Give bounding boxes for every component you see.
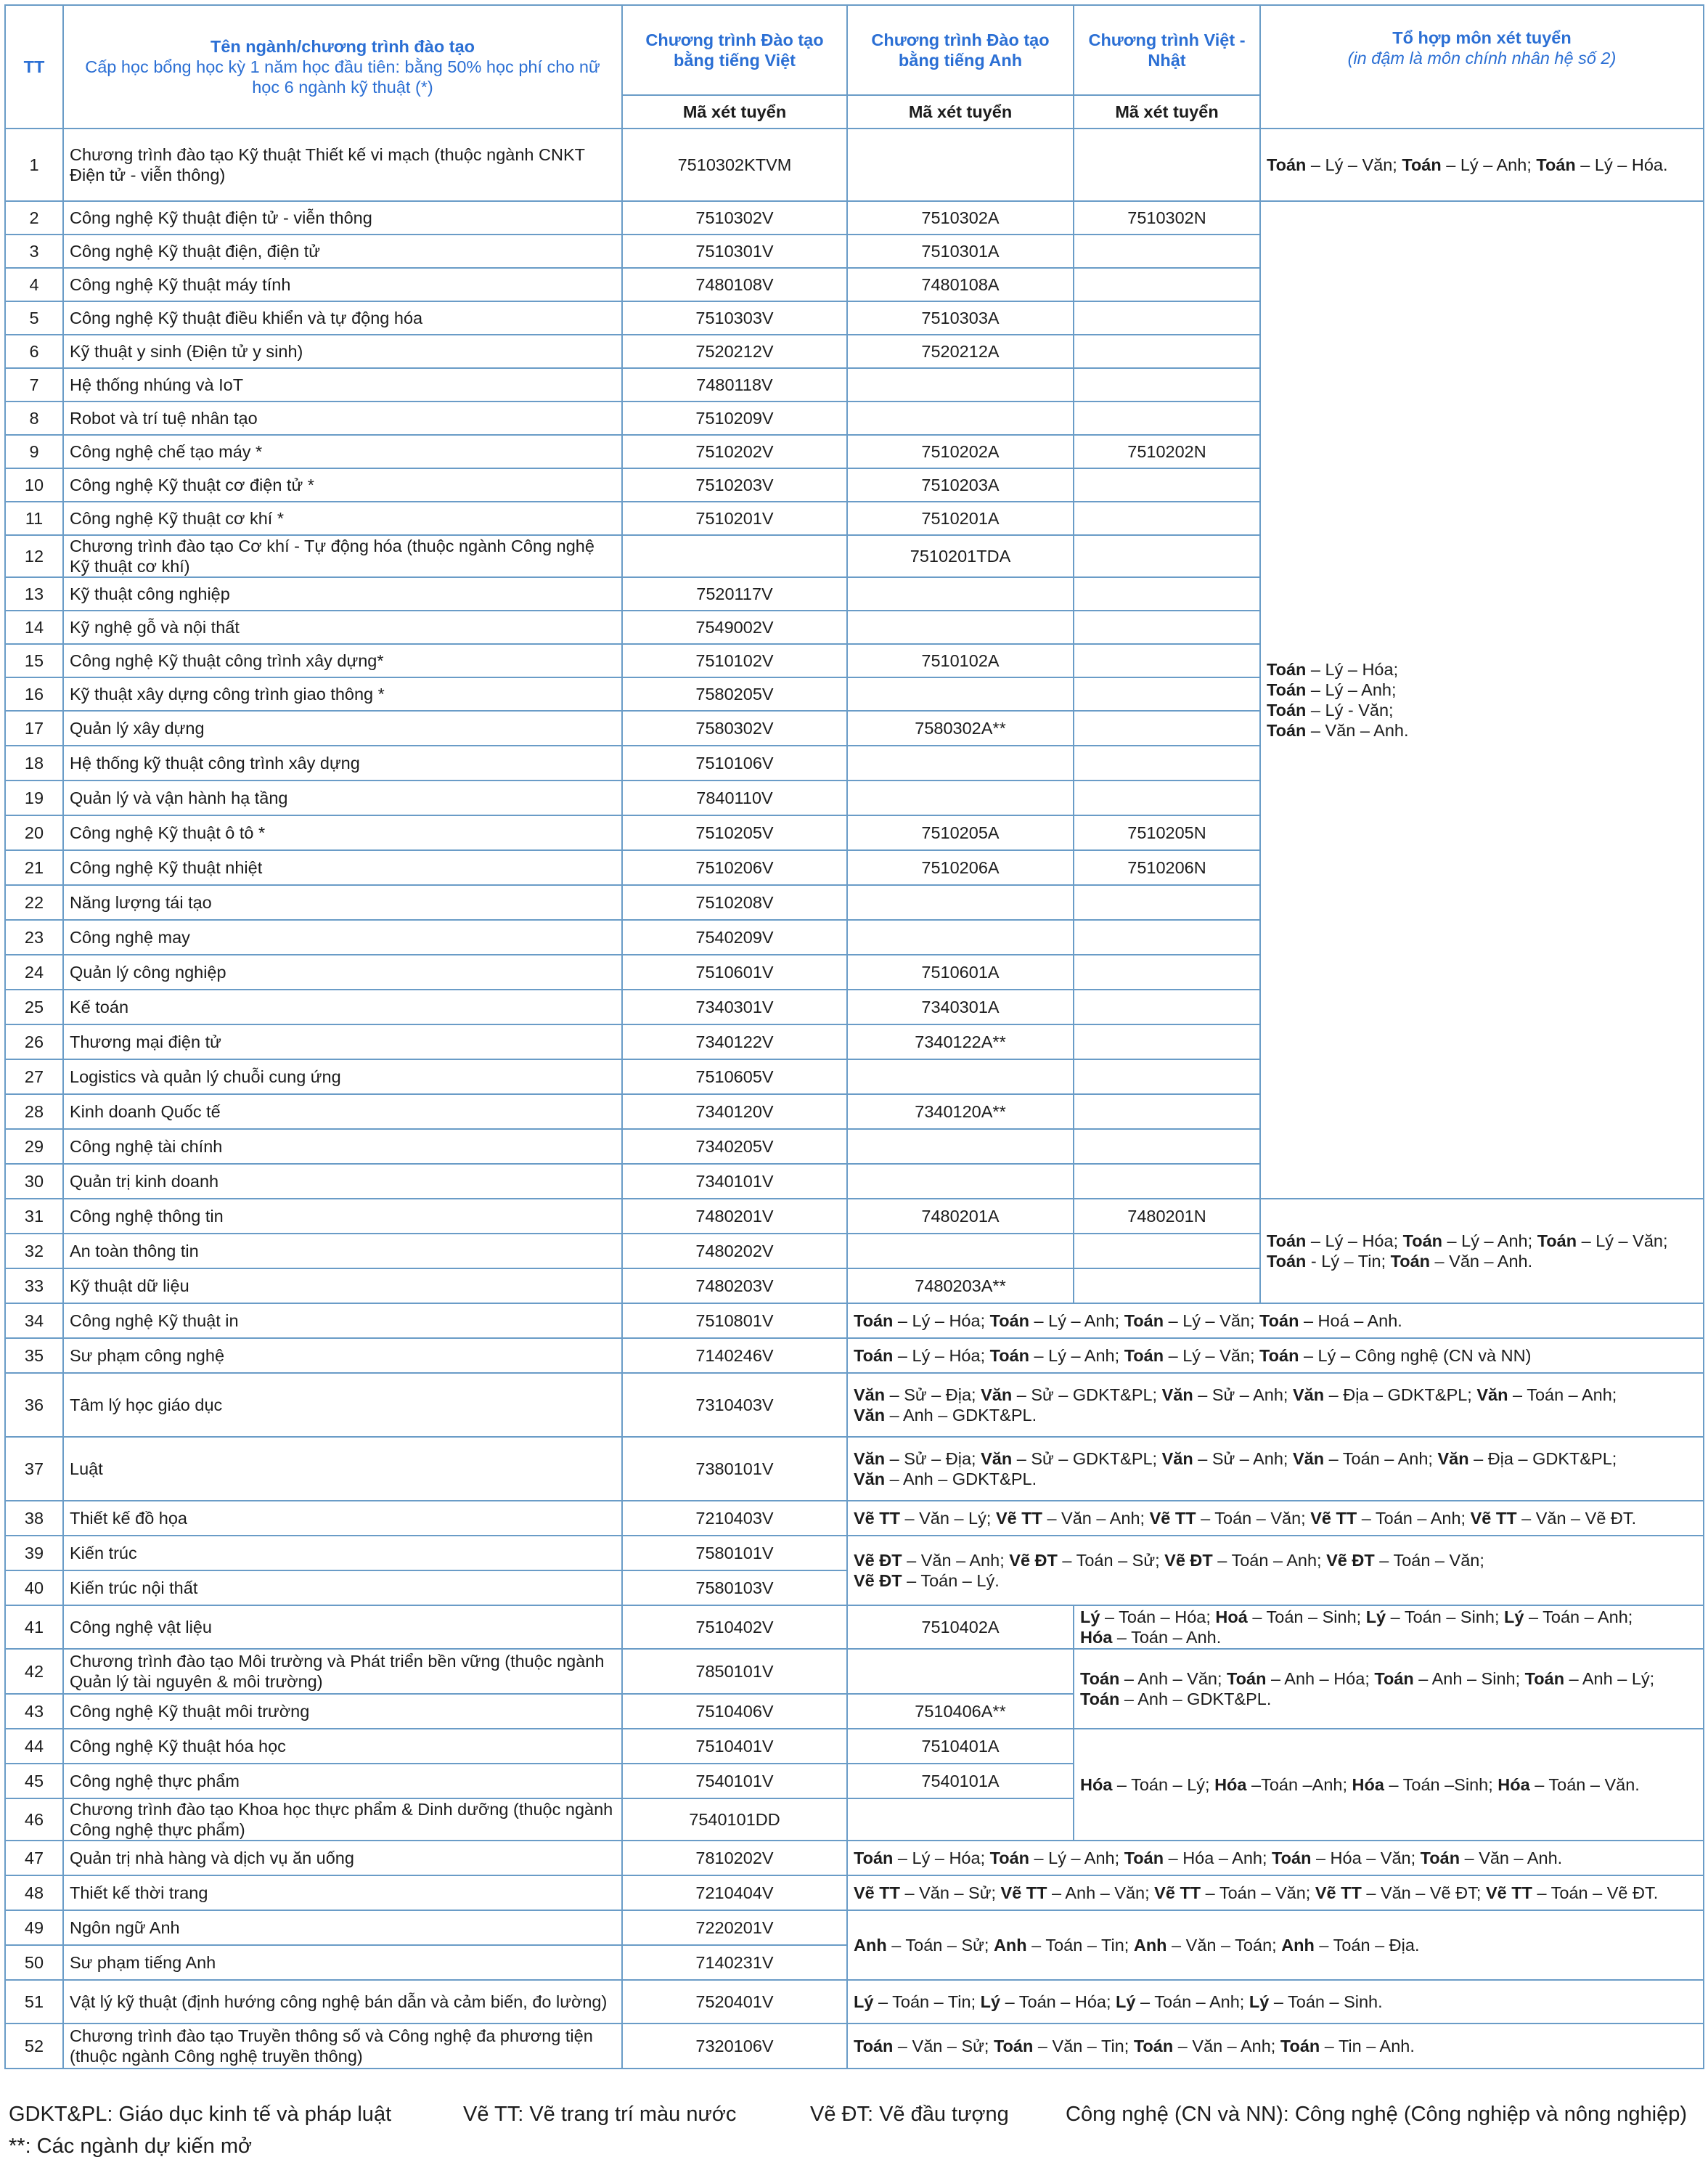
row-number: 27 <box>5 1059 63 1094</box>
header-anh: Chương trình Đào tạo bằng tiếng Anh <box>847 5 1074 95</box>
program-name: Thiết kế thời trang <box>63 1875 622 1910</box>
program-name: Công nghệ thông tin <box>63 1199 622 1234</box>
program-name: Công nghệ Kỹ thuật máy tính <box>63 268 622 301</box>
row-number: 4 <box>5 268 63 301</box>
code-nhat <box>1074 711 1260 746</box>
program-name: An toàn thông tin <box>63 1234 622 1268</box>
code-nhat <box>1074 268 1260 301</box>
program-name: Công nghệ may <box>63 920 622 955</box>
code-anh: 7520212A <box>847 335 1074 368</box>
code-viet: 7510601V <box>622 955 847 990</box>
header-program-title: Tên ngành/chương trình đào tạo <box>210 37 475 56</box>
program-name: Kỹ nghệ gỗ và nội thất <box>63 611 622 644</box>
code-viet: 7140231V <box>622 1945 847 1980</box>
table-row <box>5 1910 1704 1945</box>
code-viet: 7380101V <box>622 1437 847 1501</box>
program-name: Chương trình đào tạo Truyền thông số và Công nghệ đa phương tiện (thuộc ngành Công nghệ truyền thông) <box>63 2024 622 2069</box>
code-anh <box>847 885 1074 920</box>
row-number: 29 <box>5 1129 63 1164</box>
code-viet: 7220201V <box>622 1910 847 1945</box>
combo-subjects: Toán – Lý – Hóa; Toán – Lý – Anh; Toán – Lý – Văn; Toán – Hoá – Anh. <box>847 1303 1704 1338</box>
admission-table <box>4 4 1704 2069</box>
code-nhat <box>1074 535 1260 577</box>
code-nhat <box>1074 577 1260 611</box>
code-viet: 7210404V <box>622 1875 847 1910</box>
program-name: Kỹ thuật dữ liệu <box>63 1268 622 1303</box>
code-viet: 7510208V <box>622 885 847 920</box>
program-name: Kinh doanh Quốc tế <box>63 1094 622 1129</box>
row-number: 42 <box>5 1649 63 1694</box>
code-nhat: 7510302N <box>1074 201 1260 235</box>
code-anh: 7340301A <box>847 990 1074 1024</box>
program-name: Quản lý công nghiệp <box>63 955 622 990</box>
code-anh <box>847 1234 1074 1268</box>
code-nhat: 7510202N <box>1074 435 1260 468</box>
code-anh: 7510406A** <box>847 1694 1074 1729</box>
code-viet: 7340122V <box>622 1024 847 1059</box>
code-nhat <box>1074 1129 1260 1164</box>
code-anh <box>847 1649 1074 1694</box>
program-name: Kiến trúc nội thất <box>63 1570 622 1605</box>
header-ma-nhat: Mã xét tuyển <box>1074 95 1260 129</box>
code-viet: 7510605V <box>622 1059 847 1094</box>
code-nhat <box>1074 677 1260 711</box>
code-nhat <box>1074 129 1260 201</box>
code-nhat <box>1074 502 1260 535</box>
code-nhat <box>1074 990 1260 1024</box>
row-number: 25 <box>5 990 63 1024</box>
legend-vett: Vẽ TT: Vẽ trang trí màu nước <box>463 2103 737 2126</box>
row-number: 20 <box>5 815 63 850</box>
program-name: Công nghệ Kỹ thuật ô tô * <box>63 815 622 850</box>
header-program-name <box>63 5 622 129</box>
code-viet: 7540209V <box>622 920 847 955</box>
program-name: Quản lý xây dựng <box>63 711 622 746</box>
program-name: Hệ thống nhúng và IoT <box>63 368 622 402</box>
row-number: 39 <box>5 1536 63 1570</box>
table-row <box>5 2024 1704 2069</box>
code-anh <box>847 1059 1074 1094</box>
combo-subjects: Anh – Toán – Sử; Anh – Toán – Tin; Anh – Văn – Toán; Anh – Toán – Địa. <box>847 1910 1704 1980</box>
code-anh <box>847 1129 1074 1164</box>
code-anh: 7510401A <box>847 1729 1074 1764</box>
code-anh: 7540101A <box>847 1764 1074 1798</box>
combo-subjects: Vẽ TT – Văn – Sử; Vẽ TT – Anh – Văn; Vẽ TT – Toán – Văn; Vẽ TT – Văn – Vẽ ĐT; Vẽ TT – Toán – Vẽ ĐT. <box>847 1875 1704 1910</box>
code-anh: 7510203A <box>847 468 1074 502</box>
program-name: Vật lý kỹ thuật (định hướng công nghệ bán dẫn và cảm biến, đo lường) <box>63 1980 622 2024</box>
row-number: 50 <box>5 1945 63 1980</box>
code-viet: 7480203V <box>622 1268 847 1303</box>
row-number: 5 <box>5 301 63 335</box>
code-viet: 7850101V <box>622 1649 847 1694</box>
program-name: Sư phạm công nghệ <box>63 1338 622 1373</box>
table-row <box>5 1437 1704 1501</box>
program-name: Chương trình đào tạo Khoa học thực phẩm & Dinh dưỡng (thuộc ngành Công nghệ thực phẩm) <box>63 1798 622 1841</box>
program-name: Công nghệ tài chính <box>63 1129 622 1164</box>
code-anh <box>847 129 1074 201</box>
legend-congnghe: Công nghệ (CN và NN): Công nghệ (Công nghiệp và nông nghiệp) <box>1066 2103 1688 2126</box>
table-row <box>5 1536 1704 1570</box>
table-row <box>5 201 1704 235</box>
row-number: 19 <box>5 781 63 815</box>
code-viet: 7520401V <box>622 1980 847 2024</box>
code-viet: 7510302V <box>622 201 847 235</box>
code-viet: 7520117V <box>622 577 847 611</box>
combo-subjects: Lý – Toán – Tin; Lý – Toán – Hóa; Lý – Toán – Anh; Lý – Toán – Sinh. <box>847 1980 1704 2024</box>
code-viet: 7340301V <box>622 990 847 1024</box>
program-name: Năng lượng tái tạo <box>63 885 622 920</box>
code-anh: 7510601A <box>847 955 1074 990</box>
combo-subjects: Toán – Lý – Văn; Toán – Lý – Anh; Toán – Lý – Hóa. <box>1260 129 1704 201</box>
code-viet: 7580103V <box>622 1570 847 1605</box>
program-name: Công nghệ Kỹ thuật cơ khí * <box>63 502 622 535</box>
code-anh: 7510302A <box>847 201 1074 235</box>
combo-subjects: Văn – Sử – Địa; Văn – Sử – GDKT&PL; Văn – Sử – Anh; Văn – Toán – Anh; Văn – Địa – GDKT&PL; Văn – Anh – GDKT&PL. <box>847 1437 1704 1501</box>
code-anh: 7510303A <box>847 301 1074 335</box>
row-number: 8 <box>5 402 63 435</box>
row-number: 14 <box>5 611 63 644</box>
code-viet: 7840110V <box>622 781 847 815</box>
row-number: 15 <box>5 644 63 677</box>
row-number: 38 <box>5 1501 63 1536</box>
program-name: Sư phạm tiếng Anh <box>63 1945 622 1980</box>
row-number: 28 <box>5 1094 63 1129</box>
table-row <box>5 1199 1704 1234</box>
program-name: Luật <box>63 1437 622 1501</box>
program-name: Kế toán <box>63 990 622 1024</box>
code-viet: 7580205V <box>622 677 847 711</box>
table-row <box>5 1980 1704 2024</box>
program-name: Công nghệ Kỹ thuật công trình xây dựng* <box>63 644 622 677</box>
row-number: 2 <box>5 201 63 235</box>
code-nhat <box>1074 1094 1260 1129</box>
code-viet: 7140246V <box>622 1338 847 1373</box>
code-viet: 7480202V <box>622 1234 847 1268</box>
row-number: 7 <box>5 368 63 402</box>
combo-subjects: Hóa – Toán – Lý; Hóa –Toán –Anh; Hóa – Toán –Sinh; Hóa – Toán – Văn. <box>1074 1729 1704 1841</box>
code-viet: 7510402V <box>622 1605 847 1649</box>
combo-subjects: Toán – Lý – Hóa; Toán – Lý – Anh; Toán – Hóa – Anh; Toán – Hóa – Văn; Toán – Văn – Anh. <box>847 1841 1704 1875</box>
header-nhat: Chương trình Việt - Nhật <box>1074 5 1260 95</box>
program-name: Công nghệ Kỹ thuật in <box>63 1303 622 1338</box>
header-combo-subtitle: (in đậm là môn chính nhân hệ số 2) <box>1347 49 1617 68</box>
program-name: Chương trình đào tạo Kỹ thuật Thiết kế vi mạch (thuộc ngành CNKT Điện tử - viễn thông) <box>63 129 622 201</box>
program-name: Quản lý và vận hành hạ tầng <box>63 781 622 815</box>
code-nhat <box>1074 885 1260 920</box>
row-number: 3 <box>5 235 63 268</box>
program-name: Công nghệ Kỹ thuật điện, điện tử <box>63 235 622 268</box>
legend-dukien: **: Các ngành dự kiến mở <box>9 2135 253 2158</box>
code-viet: 7510406V <box>622 1694 847 1729</box>
row-number: 36 <box>5 1373 63 1437</box>
code-anh: 7510205A <box>847 815 1074 850</box>
code-anh: 7510202A <box>847 435 1074 468</box>
code-viet: 7510302KTVM <box>622 129 847 201</box>
program-name: Công nghệ vật liệu <box>63 1605 622 1649</box>
code-viet: 7510205V <box>622 815 847 850</box>
code-nhat <box>1074 1268 1260 1303</box>
code-anh <box>847 781 1074 815</box>
code-anh: 7510206A <box>847 850 1074 885</box>
code-nhat <box>1074 1024 1260 1059</box>
row-number: 11 <box>5 502 63 535</box>
code-viet: 7540101V <box>622 1764 847 1798</box>
program-name: Kỹ thuật y sinh (Điện tử y sinh) <box>63 335 622 368</box>
program-name: Kiến trúc <box>63 1536 622 1570</box>
table-row <box>5 1338 1704 1373</box>
header-combo <box>1260 5 1704 129</box>
code-nhat <box>1074 235 1260 268</box>
combo-subjects: Lý – Toán – Hóa; Hoá – Toán – Sinh; Lý – Toán – Sinh; Lý – Toán – Anh; Hóa – Toán – Anh. <box>1074 1605 1704 1649</box>
code-nhat <box>1074 335 1260 368</box>
code-viet: 7810202V <box>622 1841 847 1875</box>
code-anh: 7510402A <box>847 1605 1074 1649</box>
code-viet: 7510201V <box>622 502 847 535</box>
code-viet: 7510401V <box>622 1729 847 1764</box>
code-viet: 7510209V <box>622 402 847 435</box>
code-anh: 7340120A** <box>847 1094 1074 1129</box>
code-viet: 7580302V <box>622 711 847 746</box>
program-name: Công nghệ Kỹ thuật nhiệt <box>63 850 622 885</box>
code-nhat <box>1074 1234 1260 1268</box>
table-body <box>5 129 1704 2069</box>
code-anh <box>847 746 1074 781</box>
code-nhat <box>1074 301 1260 335</box>
code-anh <box>847 1164 1074 1199</box>
code-viet: 7310403V <box>622 1373 847 1437</box>
row-number: 9 <box>5 435 63 468</box>
legend-vedt: Vẽ ĐT: Vẽ đầu tượng <box>810 2103 1009 2126</box>
code-viet: 7510106V <box>622 746 847 781</box>
header-program-subtitle: Cấp học bổng học kỳ 1 năm học đầu tiên: bằng 50% học phí cho nữ học 6 ngành kỹ thuật (*) <box>85 57 600 97</box>
row-number: 6 <box>5 335 63 368</box>
code-viet: 7320106V <box>622 2024 847 2069</box>
row-number: 16 <box>5 677 63 711</box>
program-name: Robot và trí tuệ nhân tạo <box>63 402 622 435</box>
program-name: Ngôn ngữ Anh <box>63 1910 622 1945</box>
code-viet: 7480108V <box>622 268 847 301</box>
program-name: Thiết kế đồ họa <box>63 1501 622 1536</box>
row-number: 31 <box>5 1199 63 1234</box>
header-ma-anh: Mã xét tuyển <box>847 95 1074 129</box>
code-viet: 7510303V <box>622 301 847 335</box>
code-anh: 7340122A** <box>847 1024 1074 1059</box>
header-ma-viet: Mã xét tuyển <box>622 95 847 129</box>
row-number: 21 <box>5 850 63 885</box>
program-name: Kỹ thuật xây dựng công trình giao thông * <box>63 677 622 711</box>
program-name: Công nghệ thực phẩm <box>63 1764 622 1798</box>
code-nhat <box>1074 368 1260 402</box>
code-nhat <box>1074 781 1260 815</box>
code-viet: 7510301V <box>622 235 847 268</box>
table-row <box>5 1841 1704 1875</box>
code-viet: 7510102V <box>622 644 847 677</box>
code-anh <box>847 920 1074 955</box>
code-viet: 7480201V <box>622 1199 847 1234</box>
combo-subjects: Toán – Văn – Sử; Toán – Văn – Tin; Toán – Văn – Anh; Toán – Tin – Anh. <box>847 2024 1704 2069</box>
program-name: Logistics và quản lý chuỗi cung ứng <box>63 1059 622 1094</box>
code-nhat <box>1074 402 1260 435</box>
code-nhat <box>1074 644 1260 677</box>
program-name: Công nghệ Kỹ thuật cơ điện tử * <box>63 468 622 502</box>
combo-subjects: Vẽ ĐT – Văn – Anh; Vẽ ĐT – Toán – Sử; Vẽ ĐT – Toán – Anh; Vẽ ĐT – Toán – Văn; Vẽ ĐT – Toán – Lý. <box>847 1536 1704 1605</box>
code-anh: 7510201TDA <box>847 535 1074 577</box>
row-number: 51 <box>5 1980 63 2024</box>
code-viet: 7510203V <box>622 468 847 502</box>
code-anh <box>847 677 1074 711</box>
row-number: 22 <box>5 885 63 920</box>
program-name: Tâm lý học giáo dục <box>63 1373 622 1437</box>
header-tt: TT <box>5 5 63 129</box>
header-viet: Chương trình Đào tạo bằng tiếng Việt <box>622 5 847 95</box>
code-viet: 7580101V <box>622 1536 847 1570</box>
program-name: Công nghệ chế tạo máy * <box>63 435 622 468</box>
row-number: 17 <box>5 711 63 746</box>
row-number: 18 <box>5 746 63 781</box>
program-name: Quản trị kinh doanh <box>63 1164 622 1199</box>
code-anh <box>847 368 1074 402</box>
program-name: Hệ thống kỹ thuật công trình xây dựng <box>63 746 622 781</box>
combo-subjects: Văn – Sử – Địa; Văn – Sử – GDKT&PL; Văn – Sử – Anh; Văn – Địa – GDKT&PL; Văn – Toán – Anh; Văn – Anh – GDKT&PL. <box>847 1373 1704 1437</box>
table-row <box>5 1729 1704 1764</box>
combo-subjects: Toán – Anh – Văn; Toán – Anh – Hóa; Toán – Anh – Sinh; Toán – Anh – Lý; Toán – Anh – GDKT&PL. <box>1074 1649 1704 1729</box>
table-row <box>5 1303 1704 1338</box>
code-anh <box>847 577 1074 611</box>
code-nhat <box>1074 611 1260 644</box>
program-name: Quản trị nhà hàng và dịch vụ ăn uống <box>63 1841 622 1875</box>
row-number: 23 <box>5 920 63 955</box>
row-number: 48 <box>5 1875 63 1910</box>
code-anh: 7580302A** <box>847 711 1074 746</box>
row-number: 41 <box>5 1605 63 1649</box>
code-nhat: 7510205N <box>1074 815 1260 850</box>
table-row <box>5 1373 1704 1437</box>
code-anh <box>847 611 1074 644</box>
code-viet: 7510801V <box>622 1303 847 1338</box>
row-number: 34 <box>5 1303 63 1338</box>
code-viet: 7510202V <box>622 435 847 468</box>
code-anh <box>847 1798 1074 1841</box>
row-number: 33 <box>5 1268 63 1303</box>
code-anh <box>847 402 1074 435</box>
code-nhat: 7480201N <box>1074 1199 1260 1234</box>
code-anh: 7510201A <box>847 502 1074 535</box>
row-number: 26 <box>5 1024 63 1059</box>
code-anh: 7480108A <box>847 268 1074 301</box>
combo-subjects: Vẽ TT – Văn – Lý; Vẽ TT – Văn – Anh; Vẽ TT – Toán – Văn; Vẽ TT – Toán – Anh; Vẽ TT – Văn – Vẽ ĐT. <box>847 1501 1704 1536</box>
table-row <box>5 1501 1704 1536</box>
header-combo-title: Tổ hợp môn xét tuyển <box>1392 28 1572 47</box>
row-number: 43 <box>5 1694 63 1729</box>
table-row <box>5 1649 1704 1694</box>
row-number: 44 <box>5 1729 63 1764</box>
program-name: Chương trình đào tạo Môi trường và Phát triển bền vững (thuộc ngành Quản lý tài nguyên & môi trường) <box>63 1649 622 1694</box>
code-nhat: 7510206N <box>1074 850 1260 885</box>
row-number: 49 <box>5 1910 63 1945</box>
combo-subjects: Toán – Lý – Hóa; Toán – Lý – Anh; Toán – Lý - Văn; Toán – Văn – Anh. <box>1260 201 1704 1199</box>
code-viet: 7520212V <box>622 335 847 368</box>
row-number: 32 <box>5 1234 63 1268</box>
table-row <box>5 129 1704 201</box>
code-nhat <box>1074 955 1260 990</box>
legend-gdkt: GDKT&PL: Giáo dục kinh tế và pháp luật <box>9 2103 392 2126</box>
row-number: 13 <box>5 577 63 611</box>
code-viet: 7480118V <box>622 368 847 402</box>
program-name: Thương mại điện tử <box>63 1024 622 1059</box>
code-nhat <box>1074 1059 1260 1094</box>
table-row <box>5 1875 1704 1910</box>
code-viet: 7340120V <box>622 1094 847 1129</box>
code-viet: 7340205V <box>622 1129 847 1164</box>
code-anh: 7480203A** <box>847 1268 1074 1303</box>
row-number: 30 <box>5 1164 63 1199</box>
combo-subjects: Toán – Lý – Hóa; Toán – Lý – Anh; Toán – Lý – Văn; Toán – Lý – Công nghệ (CN và NN) <box>847 1338 1704 1373</box>
code-anh: 7480201A <box>847 1199 1074 1234</box>
code-anh: 7510301A <box>847 235 1074 268</box>
code-viet: 7549002V <box>622 611 847 644</box>
combo-subjects: Toán – Lý – Hóa; Toán – Lý – Anh; Toán – Lý – Văn; Toán - Lý – Tin; Toán – Văn – Anh. <box>1260 1199 1704 1303</box>
row-number: 35 <box>5 1338 63 1373</box>
code-nhat <box>1074 1164 1260 1199</box>
code-viet: 7540101DD <box>622 1798 847 1841</box>
row-number: 24 <box>5 955 63 990</box>
program-name: Công nghệ Kỹ thuật môi trường <box>63 1694 622 1729</box>
row-number: 46 <box>5 1798 63 1841</box>
row-number: 47 <box>5 1841 63 1875</box>
row-number: 45 <box>5 1764 63 1798</box>
code-viet: 7210403V <box>622 1501 847 1536</box>
row-number: 1 <box>5 129 63 201</box>
code-viet: 7340101V <box>622 1164 847 1199</box>
row-number: 12 <box>5 535 63 577</box>
row-number: 52 <box>5 2024 63 2069</box>
code-viet <box>622 535 847 577</box>
code-nhat <box>1074 468 1260 502</box>
program-name: Kỹ thuật công nghiệp <box>63 577 622 611</box>
program-name: Công nghệ Kỹ thuật điều khiển và tự động hóa <box>63 301 622 335</box>
row-number: 37 <box>5 1437 63 1501</box>
program-name: Công nghệ Kỹ thuật hóa học <box>63 1729 622 1764</box>
row-number: 10 <box>5 468 63 502</box>
code-anh: 7510102A <box>847 644 1074 677</box>
row-number: 40 <box>5 1570 63 1605</box>
code-nhat <box>1074 746 1260 781</box>
code-viet: 7510206V <box>622 850 847 885</box>
table-row <box>5 1605 1704 1649</box>
program-name: Chương trình đào tạo Cơ khí - Tự động hóa (thuộc ngành Công nghệ Kỹ thuật cơ khí) <box>63 535 622 577</box>
program-name: Công nghệ Kỹ thuật điện tử - viễn thông <box>63 201 622 235</box>
code-nhat <box>1074 920 1260 955</box>
